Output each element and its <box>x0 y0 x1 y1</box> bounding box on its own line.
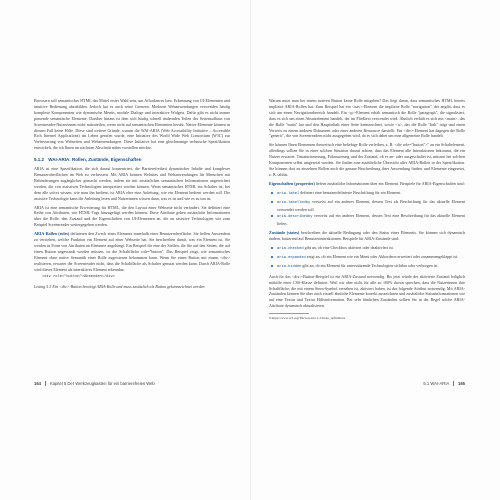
list-item <box>269 190 465 198</box>
states-term: Zustände (states) <box>269 230 300 236</box>
list-item <box>269 263 465 271</box>
attribute-name: aria-labelledby <box>277 200 311 205</box>
chapter-title: Kapitel 5 Der Werkzeugkasten für ein barrierefreies Web <box>49 381 155 386</box>
attribute-name: aria-checked <box>277 247 304 252</box>
states-list <box>269 245 465 271</box>
properties-intro: liefern zusätzliche Informationen über ein Element. Beispiele für ARIA-Eigenschaften sind: <box>315 180 465 186</box>
list-item <box>269 254 465 262</box>
properties-list <box>269 190 465 228</box>
implicit-roles-paragraph: Warum nutzt man bei einem nativen Button keine Rolle mitgeben? Das liegt daran, dass semantisches HTML bereits implizite ARIA-Rollen hat. Zum Beispiel hat ein <nav>-Element die implizite Rolle "navigation", der angibt, dass es sich um einen Navigationsbereich handelt. Ein <p>-Element erhält semantisch die Rolle "paragraph", die signalisiert, dass es sich um einen Absatzelement handelt, der im Fließtext verwendet wird. Ähnlich verhält es sich mit <main>, das die Rolle "main" hat und den Hauptinhalt einer Seite kennzeichnet, sowie <a>, das die Rolle "link" trägt und einen Verweis zu einem anderen Dokument oder einer anderen Ressource darstellt. Ein <div>-Element hat dagegen die Rolle "generic", die von Screenreadern nicht ausgegeben wird, da es sich dabei um eine allgemeine Rolle handelt. <box>269 98 465 139</box>
properties-term: Eigenschaften (properties) <box>269 180 315 186</box>
roles-paragraph <box>34 231 230 272</box>
list-item-text: verweist auf ein anderes Element, dessen Text eine Beschreibung für das aktuelle Element liefert. <box>277 213 465 227</box>
states-paragraph <box>269 230 465 242</box>
footnote <box>269 316 465 321</box>
states-intro: beschreiben die aktuelle Bedingung oder den Status eines Elements. Sie können sich dynamisch ändern, basierend auf Benutzerinteraktionen. Beispiele für ARIA-Zustände sind: <box>269 230 465 242</box>
list-item <box>269 199 465 213</box>
footer-divider <box>453 381 454 386</box>
aria-definition-paragraph: ARIA ist eine Spezifikation, die sich darauf konzentriert, die Barrierefreiheit dynamischer Inhalte und komplexer Benutzeroberflächen im Web zu verbessern. Mit ARIA können Websites und Webanwendungen für Menschen mit Behinderungen zugänglicher gemacht werden, indem sie mit zusätzlichen semantischen Informationen angereichert werden, die von assistiven Technologien interpretiert werden können. Wenn semantisches HTML ein Schalter ist, bei dem alle sofort wissen, wie man ihn bedient, ist ARIA eher eine Anleitung, wie ein Element bedient werden soll. Die assistive Technologie kann die Anleitung lesen und Nutzerinnen wissen dann, was es ist und wie es zu tun ist. <box>34 166 230 201</box>
listing-caption: Listing 5.3 Ein <div>-Button benötigt ARIA-Rolle und muss zusätzlich als Button gekennzeichnet werden <box>34 284 205 290</box>
attribute-name: aria-expanded <box>277 255 306 260</box>
attribute-name: aria-label <box>277 191 300 196</box>
left-page-footer <box>34 379 230 389</box>
footnote-rule <box>269 313 309 314</box>
list-item <box>269 213 465 227</box>
running-section-title: 5.1 WAI-ARIA <box>423 381 450 386</box>
section-title: WAI-ARIA: Rollen, Zustände, Eigenschaften <box>48 157 142 163</box>
right-text-column <box>269 98 465 321</box>
intro-paragraph: Browsern soll semantisches HTML das Mittel erster Wahl sein, um Affordances bzw. Erkennung von UI-Elementen und intuitive Bedienung abzubilden. Jedoch hat es auch seine Grenzen. Moderne Webanwendungen verwenden häufig komplexe Komponenten wie dynamische Menüs, modale Dialoge und interaktive Widgets. Dafür gibt es nicht immer passende semantische Elemente. Darüber hinaus ist dem sich häufig schnell ändernden Teilen des Seitenaufbaus von Screenreader-Nutzerinnen nicht mitzuteilen, wenn nicht auf semantischen Elementen beruht. Native Elemente können in diesem Fall keine Hilfe. Diese sind weitere Gründe, warum die WAI-ARIA (Web Accessibility Initiative – Accessible Rich Internet Applications) ins Leben gerufen wurde, eine Initiative des World Wide Web Consortium (W3C) zur Verbesserung von Webseiten und Webanwendungen. Diese Initiative hat eine gleichnamige technische Spezifikation entwickelt, die ich Ihnen im nächsten Abschnitt näher vorstellen möchte. <box>34 98 230 151</box>
list-item <box>269 245 465 253</box>
roles-term: ARIA-Rollen (roles) <box>34 231 70 237</box>
aria-extension-paragraph: ARIA ist eine semantische Erweiterung für HTML, die den Layout einer Webseite nicht verändert. Sie definiert eine Reihe von Attributen, wie HTML-Tags hinzugefügt werden können. Diese Attribute geben zusätzliche Informationen über die Rolle, den Zustand und die Eigenschaften von UI-Elementen an, die an assistive Technologien wie zum Beispiel Screenreader weitergegeben werden. <box>34 204 230 228</box>
footnote-link[interactable]: https://www.w3.org/TR/wai-aria-1.2/#role_definitions <box>271 316 346 321</box>
right-page-footer <box>269 379 465 389</box>
closing-paragraph: Auch für das <div>-Button-Beispiel ist ein ARIA-Zustand notwendig. Bis jetzt würde der aktivierte Zustand lediglich mithilfe einer CSS-Klasse definiert. Weil wir aber nicht für alle zu 100% davon sprechen, dass die Nutzerinnen ihre Schaltfläche, die mit einem Stern-Symbol versehen ist, aktiviert haben, ist das folgende Attribut notwendig. Mit ARIA-Zuständen können Sie aber auch visuell ähnliche Elemente korrekt auszeichnen und zusätzliche Statusinformationen wie auf eine Textur und Textur Hilfsinformation. Bei sehr ähnlichen Zuständen sollten Sie in der Regel solche ARIA-Attribute dynamisch aktualisieren. <box>269 273 465 309</box>
properties-paragraph <box>269 181 465 187</box>
list-item-text: definiert eine benutzerdefinierte Beschriftung für ein Element. <box>300 189 402 195</box>
section-heading <box>34 157 230 163</box>
section-number: 5.1.2 <box>34 157 45 163</box>
right-page <box>250 0 500 500</box>
left-text-column <box>34 98 230 293</box>
page-number-left: 164 <box>34 381 41 386</box>
list-item-text: verweist auf ein anderes Element, dessen Text als Beschriftung für das aktuelle Element verwendet werden soll. <box>277 198 465 212</box>
footnote-number: 9 <box>269 316 271 321</box>
footer-divider <box>45 381 46 386</box>
list-item-text: gibt an, ob eine Checkbox aktiviert oder deaktiviert ist. <box>304 245 394 251</box>
list-item-text: zeigt an, ob ein Element wie ein Menü oder Akkordeon erweitert oder zusammengeklappt ist. <box>306 253 459 259</box>
page-number-right: 165 <box>458 381 465 386</box>
list-item-text: gibt an, ob ein Element für unterstützende Technologien sichtbar oder verborgen ist. <box>302 262 439 268</box>
roles-text: definieren den Zweck eines Elements innerhalb einer Benutzeroberfläche. Sie helfen Anwendern zu verstehen, welche Funktion ein Element auf einer Webseite hat. Sie beschreiben damit, was ein Element ist. Sie werden in Form von Attributen an Elemente angehängt. Ein Beispiel für eine der Stellen, die Sie auf den Seiten, die auf einen Button angewandt werden müssen, ist die Schaltfläche role="button". Das Beispiel zeigt, wie semantisches Element ohne native Semantik einer Rolle zugewiesen bekommen kann. Wenn Sie einen Button mit einem <div> realisieren, erwartet der Screenreader nicht, dass die Schaltfläche als Schalter genutzt werden kann. Durch ARIA-Rolle wird dieses Element als interaktives Element erkennbar. <box>34 231 231 272</box>
code-listing: <div role="button">Absenden</div> <box>42 275 116 280</box>
custom-roles-paragraph: Sie können Ihren Elementen theoretisch eine beliebige Rolle verleihen, z. B. <div role="button">" an ein Schaltelement, allerdings sollten Sie in einer solchen Situation darauf achten, dass das Element alle Interaktionen bekommt, die ein Nutzer erwartet. Tastatursteuerung, Fokussierung und der Zustand, ob er an- oder ausgeschaltet ist, müssen bei solchen Komponenten selbst umgesetzt werden. Sie finden eine ausführliche Übersicht aller ARIA-Rollen in der Spezifikation. Sie können dort zu einzelnen Rollen auch die genaue Beschreibung ihrer Anwendung finden, und Elemente eingesetzt, z. B. tablist. <box>269 142 465 177</box>
attribute-name: aria-describedby <box>277 215 313 220</box>
attribute-name: aria-hidden <box>277 264 302 269</box>
